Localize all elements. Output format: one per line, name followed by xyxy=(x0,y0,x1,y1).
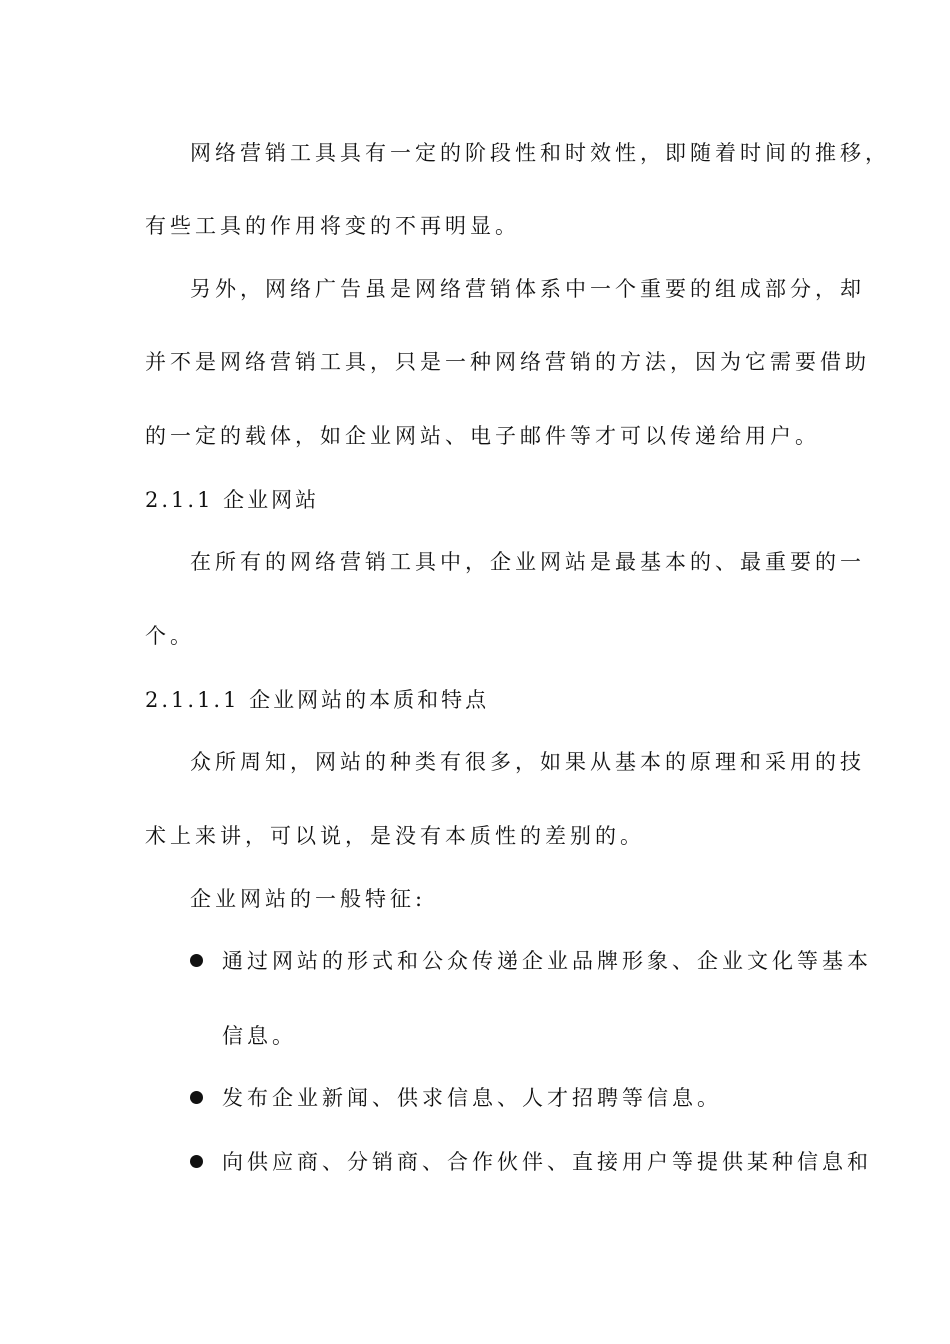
paragraph-2-line-2: 并不是网络营销工具，只是一种网络营销的方法，因为它需要借助 xyxy=(145,350,870,374)
paragraph-4-line-2: 术上来讲，可以说，是没有本质性的差别的。 xyxy=(145,824,645,848)
section-heading-2-1-1: 2.1.1 企业网站 xyxy=(145,488,320,512)
bullet-1-line-1: 通过网站的形式和公众传递企业品牌形象、企业文化等基本 xyxy=(222,949,872,973)
paragraph-4-line-1: 众所周知，网站的种类有很多，如果从基本的原理和采用的技 xyxy=(190,750,865,774)
paragraph-1-line-2: 有些工具的作用将变的不再明显。 xyxy=(145,214,520,238)
bullet-3-line-1: 向供应商、分销商、合作伙伴、直接用户等提供某种信息和 xyxy=(222,1150,872,1174)
bullet-1-line-2: 信息。 xyxy=(222,1024,297,1048)
bullet-2-line-1: 发布企业新闻、供求信息、人才招聘等信息。 xyxy=(222,1086,722,1110)
paragraph-3-line-2: 个。 xyxy=(145,624,195,648)
paragraph-3-line-1: 在所有的网络营销工具中，企业网站是最基本的、最重要的一 xyxy=(190,550,865,574)
paragraph-5: 企业网站的一般特征: xyxy=(190,887,427,911)
section-heading-2-1-1-1: 2.1.1.1 企业网站的本质和特点 xyxy=(145,688,490,712)
bullet-dot-3 xyxy=(190,1155,203,1168)
paragraph-2-line-3: 的一定的载体，如企业网站、电子邮件等才可以传递给用户。 xyxy=(145,424,820,448)
bullet-dot-1 xyxy=(190,954,203,967)
paragraph-1-line-1: 网络营销工具具有一定的阶段性和时效性，即随着时间的推移， xyxy=(190,141,890,165)
paragraph-2-line-1: 另外，网络广告虽是网络营销体系中一个重要的组成部分，却 xyxy=(190,277,865,301)
bullet-dot-2 xyxy=(190,1091,203,1104)
